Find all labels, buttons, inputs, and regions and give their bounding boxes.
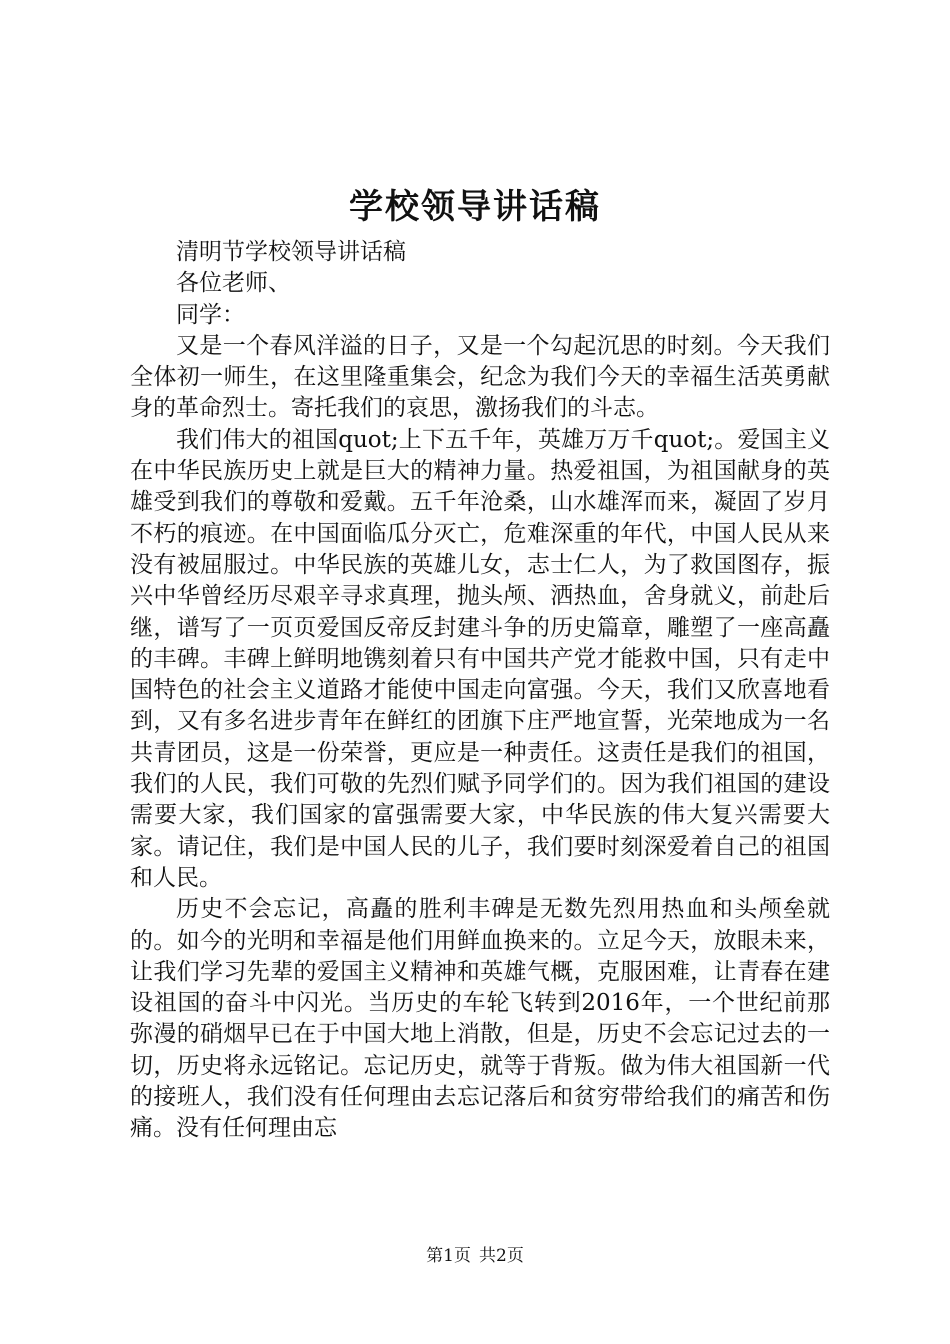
page-number: 第1页 <box>426 1246 471 1266</box>
page-total: 共2页 <box>479 1246 524 1266</box>
body-paragraph: 历史不会忘记，高矗的胜利丰碑是无数先烈用热血和头颅垒就的。如今的光明和幸福是他们用鲜血换来的。立足今天，放眼未来，让我们学习先辈的爱国主义精神和英雄气概，克服困难，让青春在建设祖国的奋斗中闪光。当历史的车轮飞转到2016年，一个世纪前那弥漫的硝烟早已在于中国大地上消散，但是，历史不会忘记过去的一切，历史将永远铭记。忘记历史，就等于背叛。做为伟大祖国新一代的接班人，我们没有任何理由去忘记落后和贫穷带给我们的痛苦和伤痛。没有任何理由忘 <box>130 896 830 1142</box>
page-footer <box>0 1244 950 1268</box>
subtitle-paragraph: 清明节学校领导讲话稿 <box>176 239 406 265</box>
salutation-line-2: 同学： <box>176 301 245 328</box>
body-paragraph: 又是一个春风洋溢的日子，又是一个勾起沉思的时刻。今天我们全体初一师生，在这里隆重集会，纪念为我们今天的幸福生活英勇献身的革命烈士。寄托我们的哀思，激扬我们的斗志。 <box>130 332 830 422</box>
document-body <box>130 237 830 1145</box>
body-paragraph: 我们伟大的祖国quot;上下五千年，英雄万万千quot;。爱国主义在中华民族历史上就是巨大的精神力量。热爱祖国，为祖国献身的英雄受到我们的尊敬和爱戴。五千年沧桑，山水雄浑而来，凝固了岁月不朽的痕迹。在中国面临瓜分灭亡，危难深重的年代，中国人民从来没有被屈服过。中华民族的英雄儿女，志士仁人，为了救国图存，振兴中华曾经历尽艰辛寻求真理，抛头颅、洒热血，舍身就义，前赴后继，谱写了一页页爱国反帝反封建斗争的历史篇章，雕塑了一座高矗的丰碑。丰碑上鲜明地镌刻着只有中国共产党才能救中国，只有走中国特色的社会主义道路才能使中国走向富强。今天，我们又欣喜地看到，又有多名进步青年在鲜红的团旗下庄严地宣誓，光荣地成为一名共青团员，这是一份荣誉，更应是一种责任。这责任是我们的祖国，我们的人民，我们可敬的先烈们赋予同学们的。因为我们祖国的建设需要大家，我们国家的富强需要大家，中华民族的伟大复兴需要大家。请记住，我们是中国人民的儿子，我们要时刻深爱着自己的祖国和人民。 <box>130 426 830 891</box>
document-title: 学校领导讲话稿 <box>349 187 601 227</box>
salutation-line-1: 各位老师、 <box>176 270 291 297</box>
